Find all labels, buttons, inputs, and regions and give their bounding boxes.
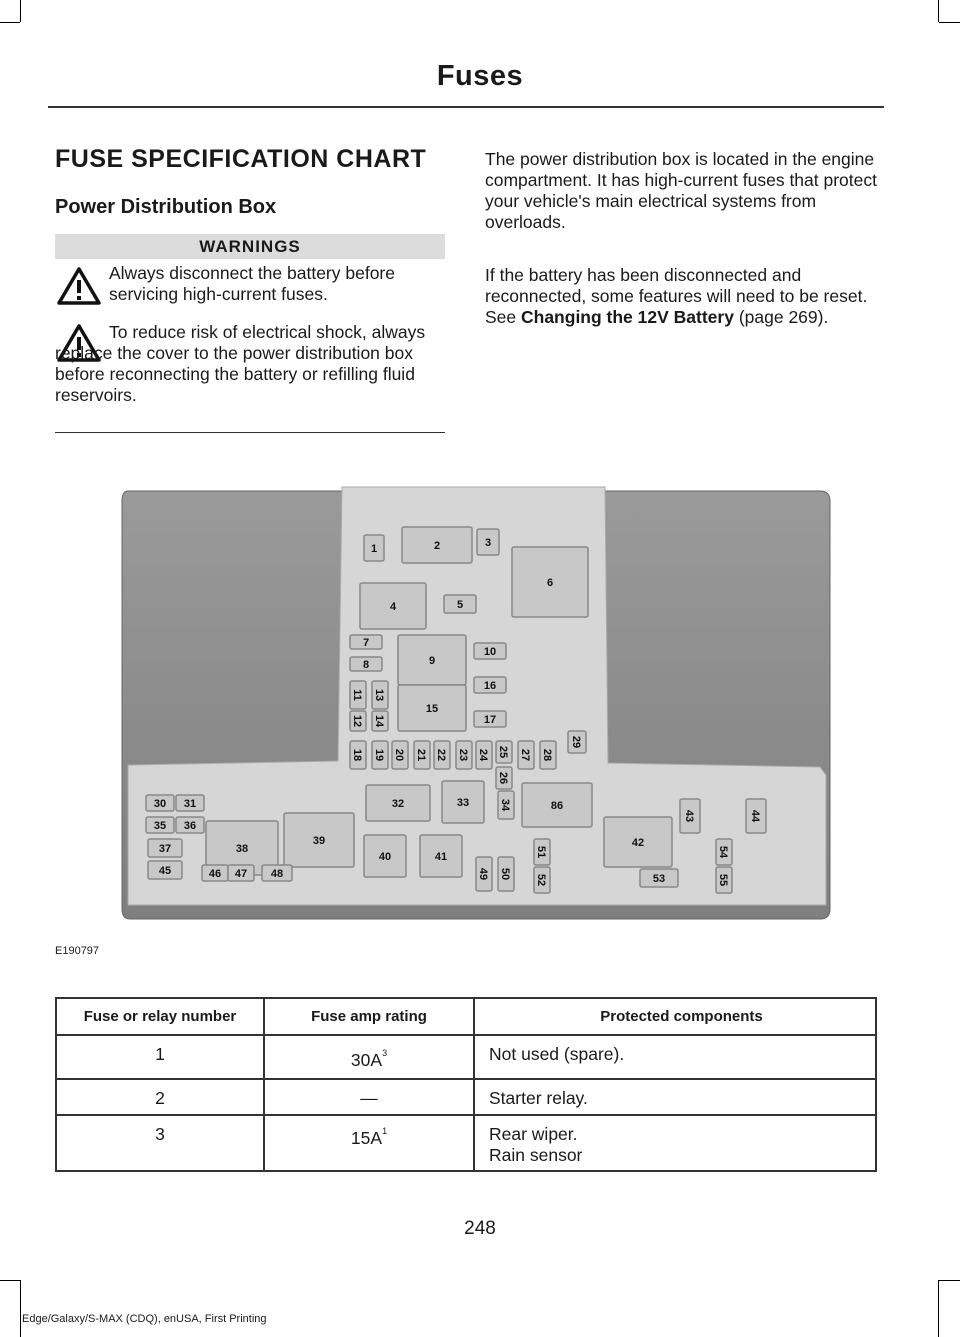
fuse-label: 38 xyxy=(235,843,249,855)
fuse-label: 10 xyxy=(483,646,497,658)
fuse-label: 35 xyxy=(153,820,167,832)
fuse-label: 39 xyxy=(312,835,326,847)
fuse-label: 15 xyxy=(425,703,439,715)
crop-mark xyxy=(0,22,20,23)
fuse-number: 1 xyxy=(56,1035,264,1079)
fuse-label: 33 xyxy=(456,797,470,809)
header-divider xyxy=(48,106,884,108)
fuse-label: 17 xyxy=(483,714,497,726)
subheading: Power Distribution Box xyxy=(55,196,277,218)
warning-triangle-icon xyxy=(56,266,102,306)
fuse-label: 48 xyxy=(270,868,284,880)
fuse-label: 13 xyxy=(373,688,385,702)
fuse-label: 25 xyxy=(497,745,509,759)
fuse-label: 6 xyxy=(546,577,554,589)
crop-mark xyxy=(939,1280,960,1281)
fuse-label: 86 xyxy=(550,800,564,812)
footnote-marker: 1 xyxy=(382,1126,388,1136)
component: Starter relay. xyxy=(489,1088,588,1108)
fuse-label: 28 xyxy=(541,748,553,762)
fuse-label: 55 xyxy=(717,873,729,887)
fuse-label: 20 xyxy=(393,748,405,762)
diagram-code: E190797 xyxy=(55,945,100,957)
table-row xyxy=(56,1079,876,1115)
fuse-label: 7 xyxy=(362,637,370,649)
paragraph xyxy=(485,265,885,328)
fuse-label: 51 xyxy=(535,845,547,859)
fuse-label: 29 xyxy=(570,735,582,749)
fuse-box-diagram xyxy=(120,485,832,925)
fuse-label: 9 xyxy=(428,655,436,667)
amp-rating xyxy=(264,1035,474,1079)
protected-components xyxy=(474,1079,876,1115)
fuse-label: 26 xyxy=(497,771,509,785)
crop-mark xyxy=(20,1280,21,1337)
section-title: Fuses xyxy=(436,60,524,92)
fuse-label: 5 xyxy=(456,599,464,611)
component: Rain sensor xyxy=(489,1145,583,1165)
fuse-label: 11 xyxy=(351,689,363,701)
column-header: Fuse or relay number xyxy=(56,998,264,1035)
warnings-divider xyxy=(55,432,445,433)
fuse-label: 30 xyxy=(153,798,167,810)
footnote-marker: 3 xyxy=(382,1048,388,1058)
fuse-label: 40 xyxy=(378,851,392,863)
fuse-table xyxy=(55,997,877,1172)
fuse-label: 2 xyxy=(433,540,441,552)
fuse-label: 24 xyxy=(477,748,489,762)
protected-components xyxy=(474,1115,876,1171)
amp-rating xyxy=(264,1115,474,1171)
crop-mark xyxy=(939,22,960,23)
fuse-label: 52 xyxy=(535,873,547,887)
fuse-label: 49 xyxy=(477,867,489,881)
page-number: 248 xyxy=(464,1218,496,1239)
fuse-label: 27 xyxy=(519,748,531,762)
warning-text: Always disconnect the battery before servicing high-current fuses. xyxy=(109,263,395,304)
fuse-label: 45 xyxy=(158,865,172,877)
fuse-label: 54 xyxy=(717,845,729,859)
fuse-label: 44 xyxy=(749,809,761,823)
fuse-label: 22 xyxy=(435,748,447,762)
fuse-label: 1 xyxy=(370,543,378,555)
column-header: Protected components xyxy=(474,998,876,1035)
fuse-label: 53 xyxy=(652,873,666,885)
fuse-label: 21 xyxy=(415,748,427,762)
table-row xyxy=(56,1035,876,1079)
crop-mark xyxy=(938,1280,939,1337)
table-row xyxy=(56,1115,876,1171)
fuse-label: 36 xyxy=(183,820,197,832)
fuse-number: 2 xyxy=(56,1079,264,1115)
amp-rating-value: — xyxy=(360,1088,378,1108)
amp-rating xyxy=(264,1079,474,1115)
fuse-label: 31 xyxy=(183,798,197,810)
table-header-row xyxy=(56,998,876,1035)
fuse-label: 18 xyxy=(351,748,363,762)
amp-rating-value: 30A xyxy=(350,1050,383,1070)
page-heading: FUSE SPECIFICATION CHART xyxy=(55,145,427,173)
amp-rating-value: 15A xyxy=(350,1128,383,1148)
column-header: Fuse amp rating xyxy=(264,998,474,1035)
fuse-label: 8 xyxy=(362,659,370,671)
component: Rear wiper. xyxy=(489,1124,578,1144)
fuse-label: 37 xyxy=(158,843,172,855)
crop-mark xyxy=(20,0,21,22)
crop-mark xyxy=(938,0,939,22)
paragraph-text: If the battery has been disconnected and reconnected, some features will need to be reset. See xyxy=(485,265,868,327)
paragraph: The power distribution box is located in the engine compartment. It has high-current fuses that protect your vehicle's main electrical systems from overloads. xyxy=(485,149,877,232)
fuse-label: 23 xyxy=(457,748,469,762)
component: Not used (spare). xyxy=(489,1044,625,1064)
fuse-label: 32 xyxy=(391,798,405,810)
warning-text: To reduce risk of electrical shock, always replace the cover to the power distribution box before reconnecting the battery or refilling fluid reservoirs. xyxy=(55,322,426,405)
fuse-number: 3 xyxy=(56,1115,264,1171)
fuse-label: 41 xyxy=(434,851,448,863)
warnings-title: WARNINGS xyxy=(199,237,301,256)
fuse-label: 42 xyxy=(631,837,645,849)
fuse-label: 34 xyxy=(499,798,511,812)
fuse-label: 12 xyxy=(351,714,363,728)
protected-components xyxy=(474,1035,876,1079)
fuse-label: 46 xyxy=(208,868,222,880)
fuse-label: 16 xyxy=(483,680,497,692)
cross-reference-link[interactable]: Changing the 12V Battery xyxy=(521,307,734,327)
crop-mark xyxy=(0,1280,20,1281)
fuse-label: 50 xyxy=(499,867,511,881)
paragraph-text: (page 269). xyxy=(733,307,829,327)
fuse-label: 19 xyxy=(373,748,385,762)
warnings-banner xyxy=(55,234,445,259)
fuse-label: 14 xyxy=(373,714,385,728)
edition-footer: Edge/Galaxy/S-MAX (CDQ), enUSA, First Printing xyxy=(22,1313,267,1325)
fuse-label: 4 xyxy=(389,601,397,613)
fuse-label: 3 xyxy=(484,537,492,549)
fuse-label: 43 xyxy=(683,809,695,823)
fuse-label: 47 xyxy=(234,868,248,880)
